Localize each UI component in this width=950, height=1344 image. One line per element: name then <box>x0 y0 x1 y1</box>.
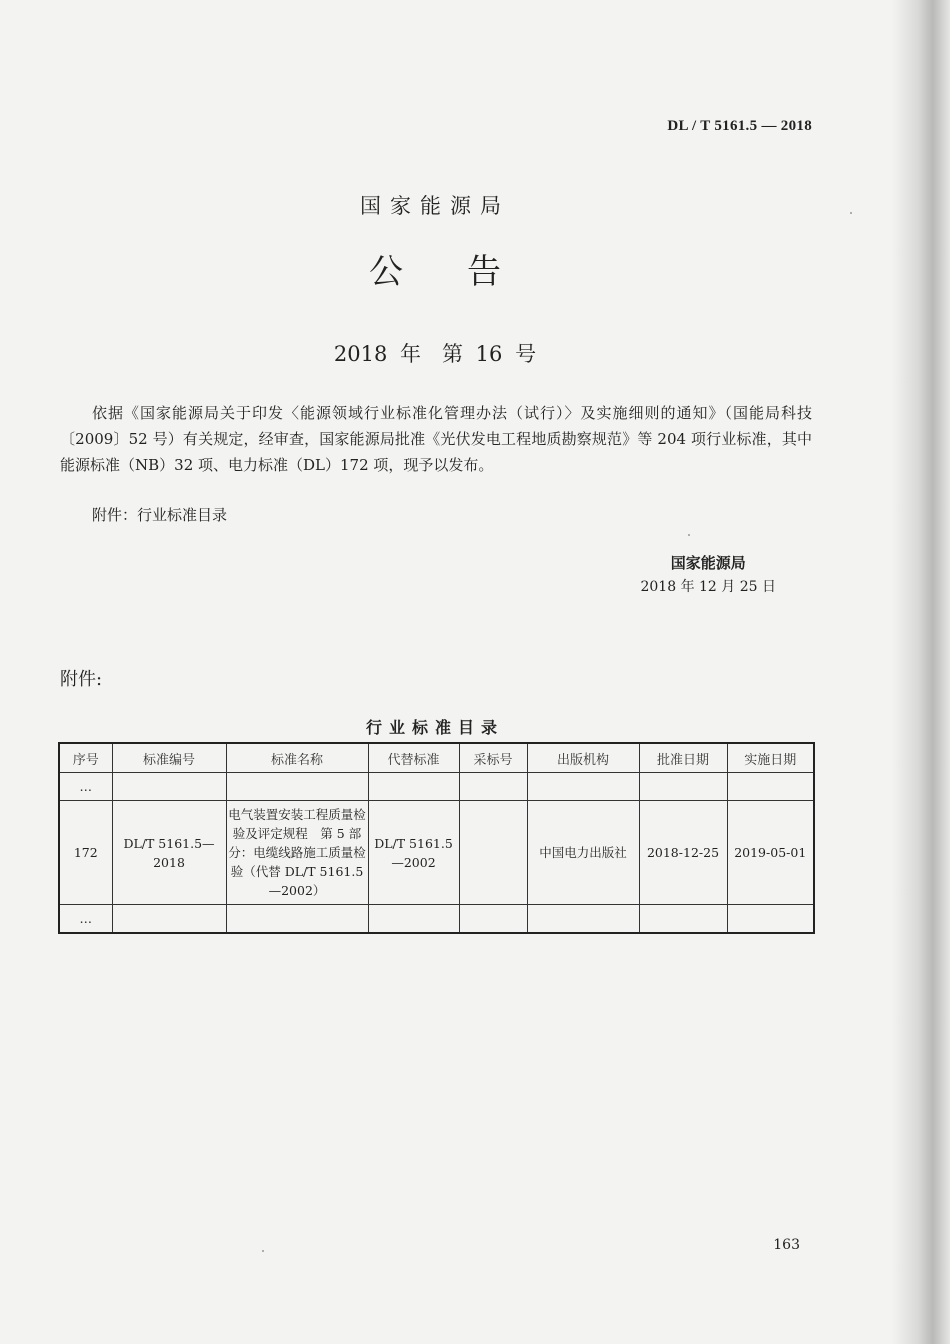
table-cell: 2018-12-25 <box>639 801 727 905</box>
table-cell <box>226 773 368 801</box>
column-header: 代替标准 <box>368 743 459 773</box>
column-header: 标准名称 <box>226 743 368 773</box>
document-code: DL / T 5161.5 — 2018 <box>667 118 812 134</box>
column-header: 序号 <box>59 743 112 773</box>
attachment-reference: 附件：行业标准目录 <box>92 506 228 524</box>
scan-speck <box>688 534 690 536</box>
notice-body: 依据《国家能源局关于印发〈能源领域行业标准化管理办法（试行）〉及实施细则的通知》（国能局科技〔2009〕52 号）有关规定，经审查，国家能源局批准《光伏发电工程地质勘察规范》等 204 项行业标准，其中能源标准（NB）32 项、电力标准（DL）172 项，现予以发布。 <box>60 404 812 474</box>
table-cell <box>112 905 226 934</box>
signature-date: 2018 年 12 月 25 日 <box>640 579 776 595</box>
scan-shadow-edge <box>892 0 950 1344</box>
issuer-heading: 国家能源局 <box>360 194 510 218</box>
column-header: 批准日期 <box>639 743 727 773</box>
table-cell <box>727 905 814 934</box>
table-cell <box>459 801 527 905</box>
table-cell <box>226 905 368 934</box>
table-cell: … <box>59 773 112 801</box>
table-cell <box>368 905 459 934</box>
scan-speck <box>850 212 852 214</box>
table-cell <box>112 773 226 801</box>
table-cell <box>639 905 727 934</box>
table-header-row <box>59 743 814 773</box>
table-row <box>59 905 814 934</box>
notice-number: 2018 年 第 16 号 <box>333 342 537 366</box>
table-cell <box>727 773 814 801</box>
table-cell: 电气装置安装工程质量检验及评定规程 第 5 部分：电缆线路施工质量检验（代替 DL/T 5161.5—2002） <box>226 801 368 905</box>
table-cell <box>459 773 527 801</box>
table-cell: DL/T 5161.5—2002 <box>368 801 459 905</box>
signature-block <box>640 552 776 600</box>
signature-organization: 国家能源局 <box>670 554 746 572</box>
attachment-label: 附件: <box>60 669 103 690</box>
standards-catalog-table <box>58 742 815 934</box>
column-header: 出版机构 <box>527 743 639 773</box>
column-header: 实施日期 <box>727 743 814 773</box>
table-row <box>59 773 814 801</box>
table-cell: 172 <box>59 801 112 905</box>
scan-speck <box>262 1250 264 1252</box>
column-header: 标准编号 <box>112 743 226 773</box>
table-cell: 2019-05-01 <box>727 801 814 905</box>
table-cell <box>459 905 527 934</box>
table-cell <box>368 773 459 801</box>
table-cell <box>639 773 727 801</box>
table-cell <box>527 905 639 934</box>
column-header: 采标号 <box>459 743 527 773</box>
table-cell: DL/T 5161.5—2018 <box>112 801 226 905</box>
notice-title: 公告 <box>369 252 565 292</box>
table-row <box>59 801 814 905</box>
table-cell: … <box>59 905 112 934</box>
page-number: 163 <box>773 1237 800 1253</box>
table-cell <box>527 773 639 801</box>
table-cell: 中国电力出版社 <box>527 801 639 905</box>
catalog-title: 行业标准目录 <box>365 718 504 737</box>
